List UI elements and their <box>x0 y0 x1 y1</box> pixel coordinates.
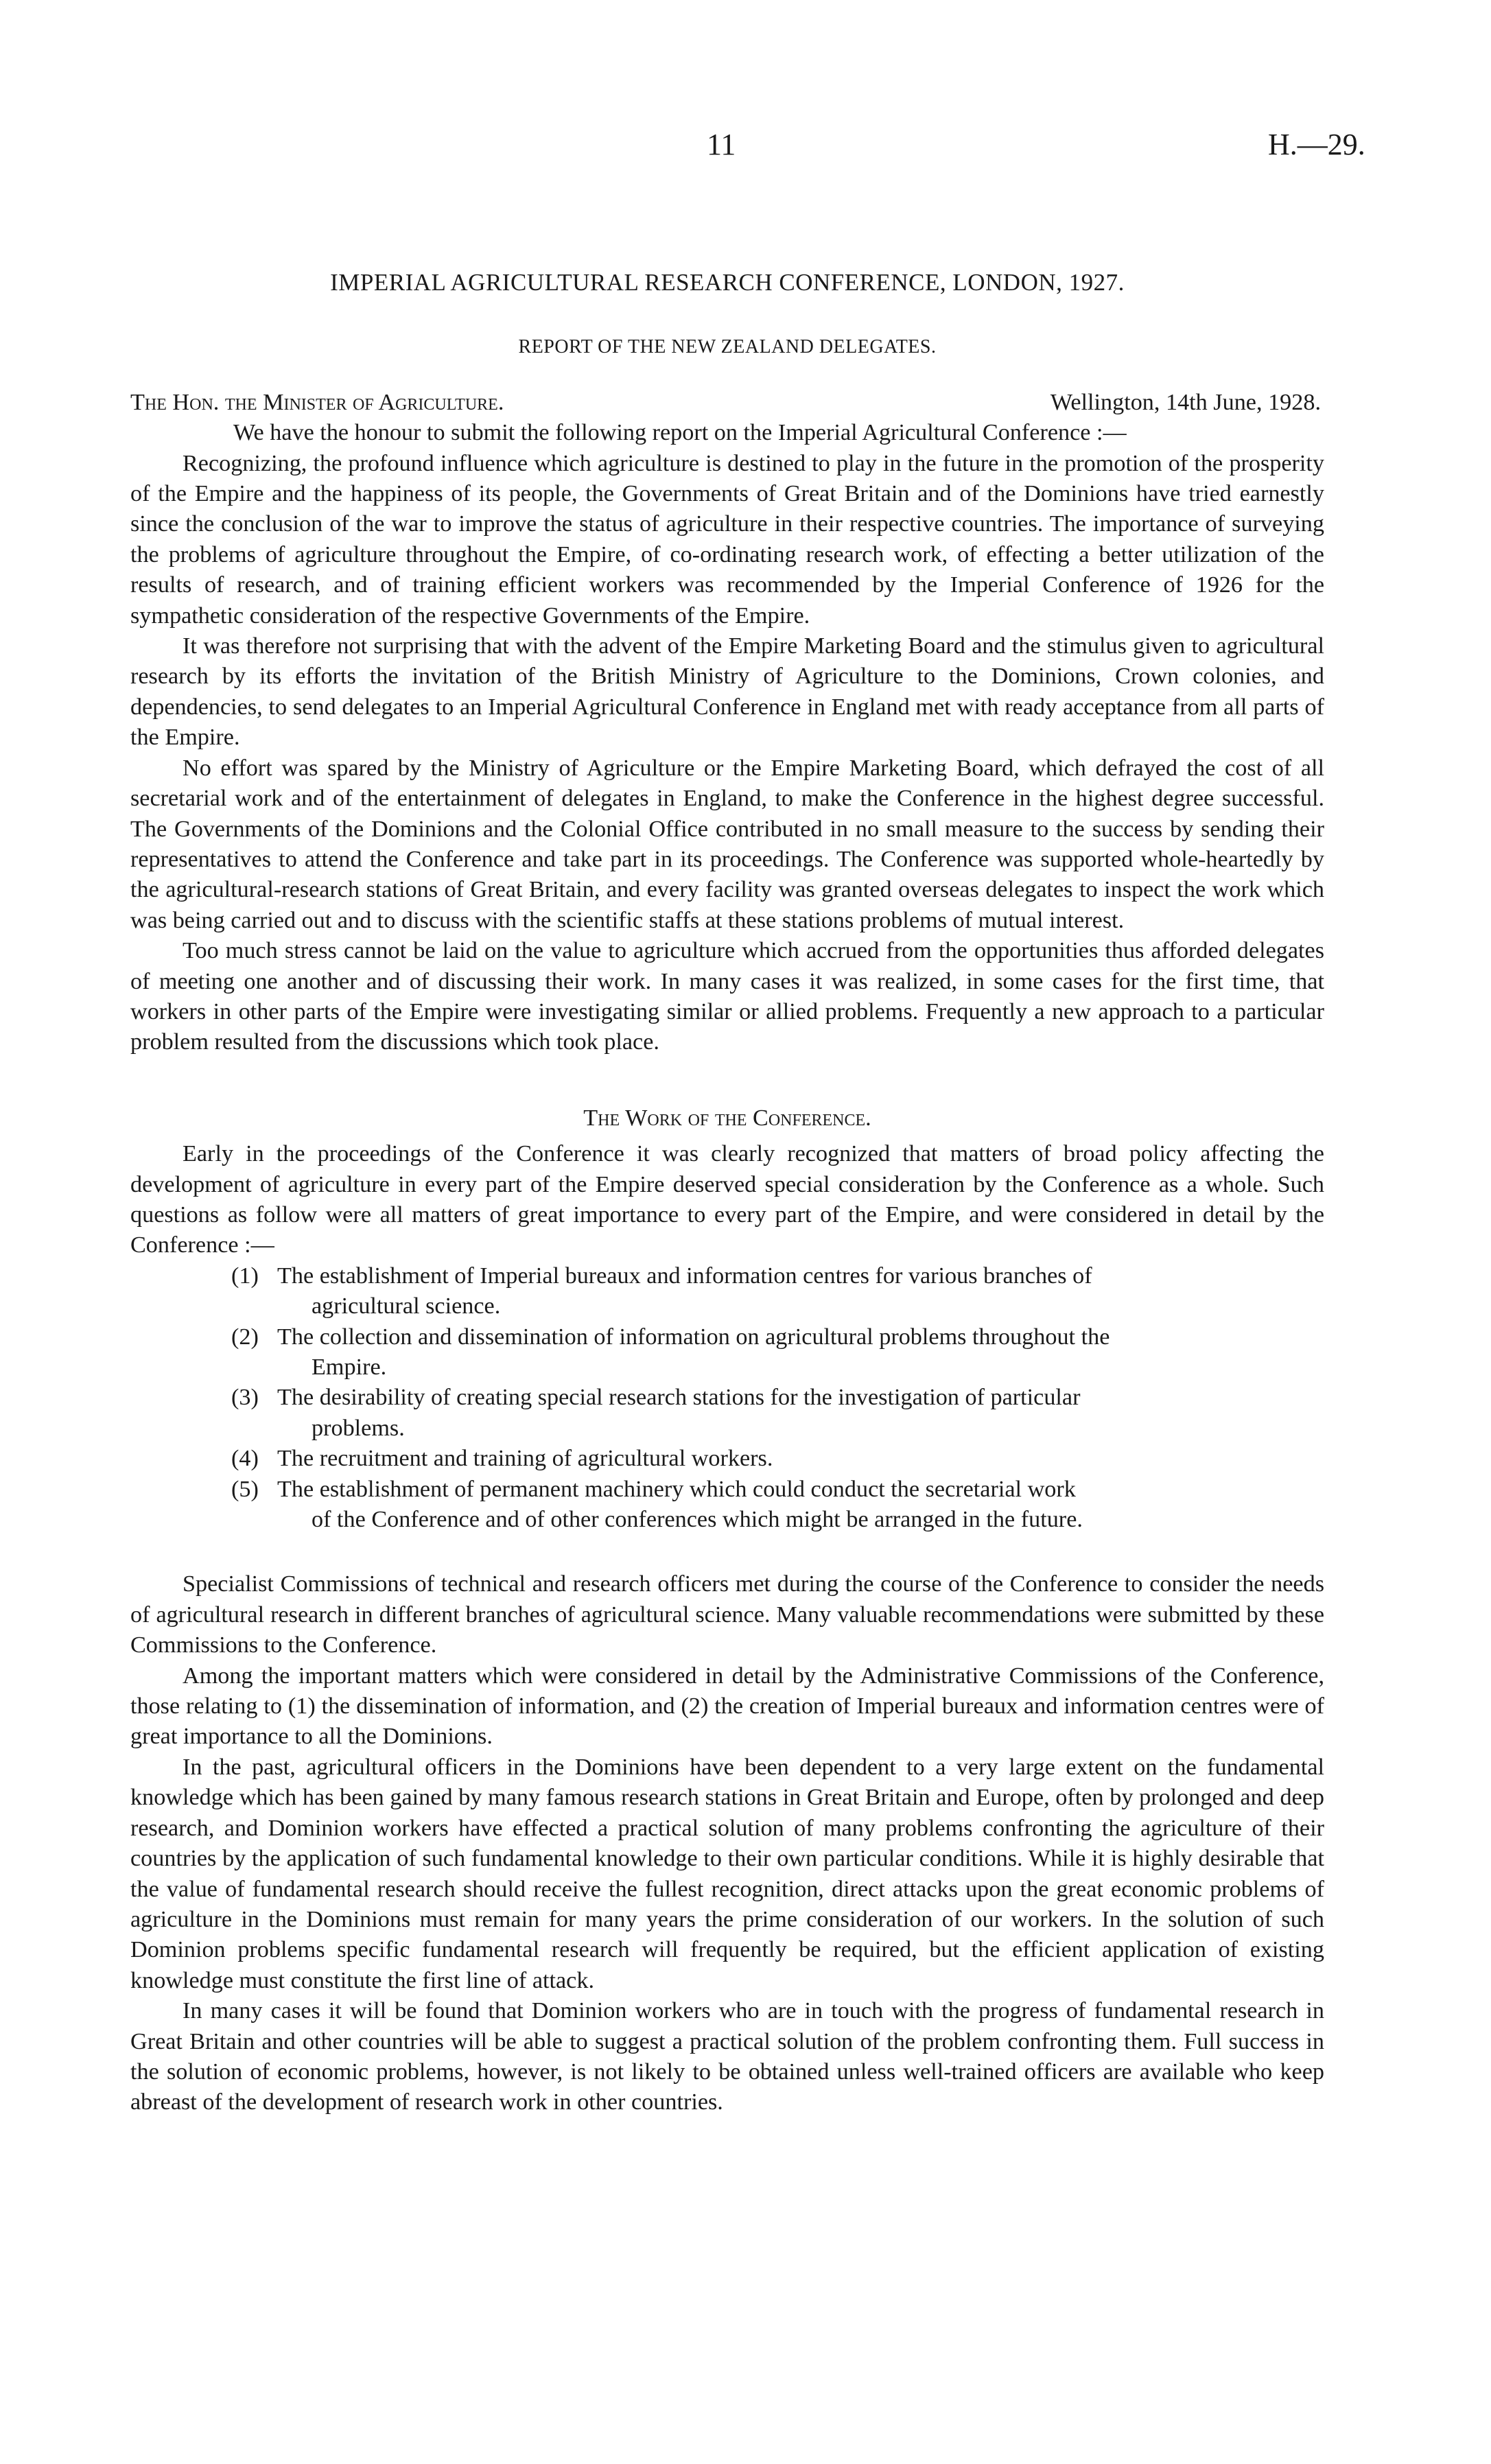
sub-title: REPORT OF THE NEW ZEALAND DELEGATES. <box>518 336 937 358</box>
paragraph-advent: It was therefore not surprising that with the advent of the Empire Marketing Board and the stimulus given to agricultural research by its efforts the invitation of the British Ministry of Agriculture to the Dominions, Crown colonies, and dependencies, to send delegates to an Imperial Agricultural Conference in England met with ready acceptance from all parts of the Empire. <box>130 633 1324 751</box>
list-item-first-line: The establishment of Imperial bureaux and information centres for various branches of <box>277 1263 1092 1289</box>
list-item-continuation: of the Conference and of other conferences which might be arranged in the future. <box>312 1507 1083 1533</box>
list-item-text <box>277 1475 1324 1536</box>
page-number: 11 <box>707 128 736 161</box>
list-item <box>231 1383 1324 1444</box>
paragraph-early-proceedings: Early in the proceedings of the Conference it was clearly recognized that matters of broad policy affecting the development of agriculture in every part of the Empire deserved special consideration by the Conference as a whole. Such questions as follow were all matters of great importance to every part of the Empire, and were considered in detail by the Conference :— <box>130 1141 1324 1258</box>
paragraph-recognizing: Recognizing, the profound influence which agriculture is destined to play in the future in the promotion of the prosperity of the Empire and the happiness of its people, the Governments of Great Britain and of the Dominions have tried earnestly since the conclusion of the war to improve the status of agriculture in their respective countries. The importance of surveying the problems of agriculture throughout the Empire, of co-ordinating research work, of effecting a better utilization of the results of research, and of training efficient workers was recommended by the Imperial Conference of 1926 for the sympathetic consideration of the respective Governments of the Empire. <box>130 450 1324 629</box>
list-item-number: (4) <box>231 1446 259 1472</box>
list-item-continuation: Empire. <box>312 1354 387 1380</box>
list-item-number: (2) <box>231 1324 259 1350</box>
paragraph-specialist-commissions: Specialist Commissions of technical and research officers met during the course of the Conference to consider the needs of agricultural research in different branches of agricultural science. Many valuable recommendations were submitted by these Commissions to the Conference. <box>130 1571 1324 1658</box>
list-item-number: (3) <box>231 1385 259 1411</box>
list-item <box>231 1444 1324 1474</box>
paragraph-too-much-stress: Too much stress cannot be laid on the value to agriculture which accrued from the opportunities thus afforded delegates of meeting one another and of discussing their work. In many cases it was realized, in some cases for the first time, that workers in other parts of the Empire were investigating similar or allied problems. Frequently a new approach to a particular problem resulted from the discussions which took place. <box>130 938 1324 1055</box>
addressee: The Hon. the Minister of Agriculture. <box>130 389 504 415</box>
list-item-first-line: The collection and dissemination of information on agricultural problems throughout the <box>277 1324 1110 1350</box>
list-item-number: (1) <box>231 1263 259 1289</box>
list-item-continuation: problems. <box>312 1415 405 1441</box>
list-item-text <box>277 1444 1324 1474</box>
list-item <box>231 1261 1324 1322</box>
list-item-text <box>277 1383 1324 1444</box>
list-item <box>231 1475 1324 1536</box>
document-reference: H.—29. <box>1268 128 1365 161</box>
paragraph-no-effort: No effort was spared by the Ministry of Agriculture or the Empire Marketing Board, which defrayed the cost of all secretarial work and of the entertainment of delegates in England, to make the Conference in the highest degree successful. The Governments of the Dominions and the Colonial Office contributed in no small measure to the success by sending their representatives to attend the Conference and take part in its proceedings. The Conference was supported whole-heartedly by the agricultural-research stations of Great Britain, and every facility was granted overseas delegates to inspect the work which was being carried out and to discuss with the scientific staffs at these stations problems of mutual interest. <box>130 755 1324 933</box>
intro-paragraph: We have the honour to submit the following report on the Imperial Agricultural Conference :— <box>233 420 1127 446</box>
document-body <box>130 268 1324 2118</box>
list-item-first-line: The recruitment and training of agricultural workers. <box>277 1446 773 1472</box>
list-item <box>231 1322 1324 1383</box>
list-item-number: (5) <box>231 1476 259 1502</box>
list-item-text <box>277 1261 1324 1322</box>
paragraph-in-the-past: In the past, agricultural officers in the Dominions have been dependent to a very large extent on the fundamental knowledge which has been gained by many famous research stations in Great Britain and Europe, often by prolonged and deep research, and Dominion workers have effected a practical solution of many problems confronting the agriculture of their countries by the application of such fundamental knowledge to their own particular conditions. While it is highly desirable that the value of fundamental research should receive the fullest recognition, direct attacks upon the great economic problems of agriculture in the Dominions must remain for many years the prime consideration of our workers. In the solution of such Dominion problems specific fundamental research will frequently be required, but the efficient application of existing knowledge must constitute the first line of attack. <box>130 1754 1324 1993</box>
paragraph-in-many-cases: In many cases it will be found that Dominion workers who are in touch with the progress of fundamental research in Great Britain and other countries will be able to suggest a practical solution of the problem confronting them. Full success in the solution of economic problems, however, is not likely to be obtained unless well-trained officers are available who keep abreast of the development of research work in other countries. <box>130 1998 1324 2115</box>
paragraph-administrative-commissions: Among the important matters which were considered in detail by the Administrative Commissions of the Conference, those relating to (1) the dissemination of information, and (2) the creation of Imperial bureaux and information centres were of great importance to all the Dominions. <box>130 1663 1324 1750</box>
address-line <box>130 388 1324 418</box>
section-heading: The Work of the Conference. <box>583 1105 871 1131</box>
list-item-text <box>277 1322 1324 1383</box>
list-item-continuation: agricultural science. <box>312 1293 501 1319</box>
place-date: Wellington, 14th June, 1928. <box>1050 389 1321 415</box>
main-title: IMPERIAL AGRICULTURAL RESEARCH CONFERENCE, LONDON, 1927. <box>330 269 1125 296</box>
list-item-first-line: The desirability of creating special research stations for the investigation of particular <box>277 1385 1081 1411</box>
matters-list <box>130 1261 1324 1536</box>
list-item-first-line: The establishment of permanent machinery which could conduct the secretarial work <box>277 1476 1076 1502</box>
